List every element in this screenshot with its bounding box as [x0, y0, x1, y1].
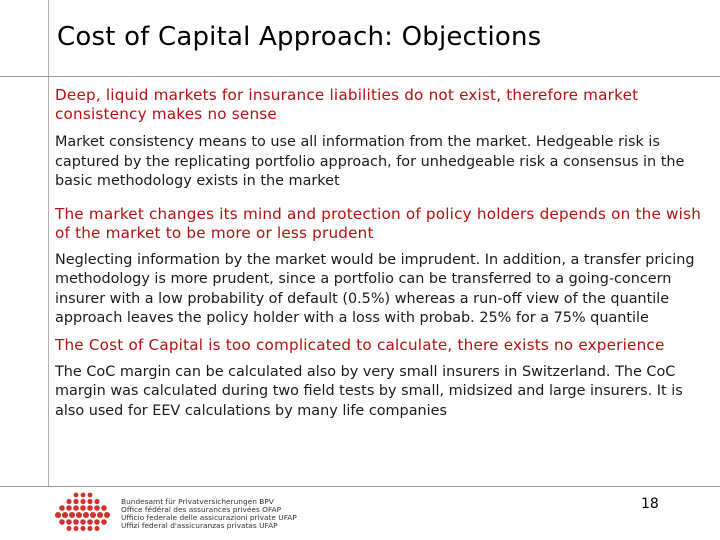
agency-name-de: Bundesamt für Privatversicherungen BPV	[121, 497, 274, 506]
objection-heading-1: Deep, liquid markets for insurance liabilities do not exist, therefore market consistency makes no sense	[55, 86, 639, 123]
response-text-1: Market consistency means to use all information from the market. Hedgeable risk is captured by the replicating portfolio approach, for unhedgeable risk a consensus in the basic methodology exists in the market	[55, 134, 685, 189]
agency-names	[121, 498, 297, 530]
slide-content	[55, 86, 715, 421]
slide-title: Cost of Capital Approach: Objections	[57, 22, 542, 52]
footer-rule	[0, 486, 720, 487]
agency-name-rm: Uffizi federal d'assicuranzas privatas UFAP	[121, 520, 278, 530]
swiss-confederation-logo-icon	[52, 489, 114, 535]
title-rule	[0, 76, 720, 77]
agency-name-it: Ufficio federale delle assicurazioni private UFAP	[121, 512, 297, 522]
response-text-3: The CoC margin can be calculated also by very small insurers in Switzerland. The CoC margin was calculated during two field tests by small, midsized and large insurers. It is also used for EEV calculations by many life companies	[55, 363, 683, 419]
objection-heading-2: The market changes its mind and protection of policy holders depends on the wish of the market to be more or less prudent	[55, 204, 702, 242]
response-text-2: Neglecting information by the market would be imprudent. In addition, a transfer pricing methodology is more prudent, since a portfolio can be transferred to a going-concern insurer with a low probability of default (0.5%) whereas a run-off view of the quantile approach leaves the policy holder with a loss with probab. 25% for a 75% quantile	[55, 251, 695, 326]
vertical-rule	[48, 0, 49, 486]
objection-heading-3: The Cost of Capital is too complicated to calculate, there exists no experience	[55, 335, 665, 354]
page-number: 18	[641, 496, 659, 512]
agency-name-fr: Office fédéral des assurances privées OFAP	[121, 504, 282, 514]
